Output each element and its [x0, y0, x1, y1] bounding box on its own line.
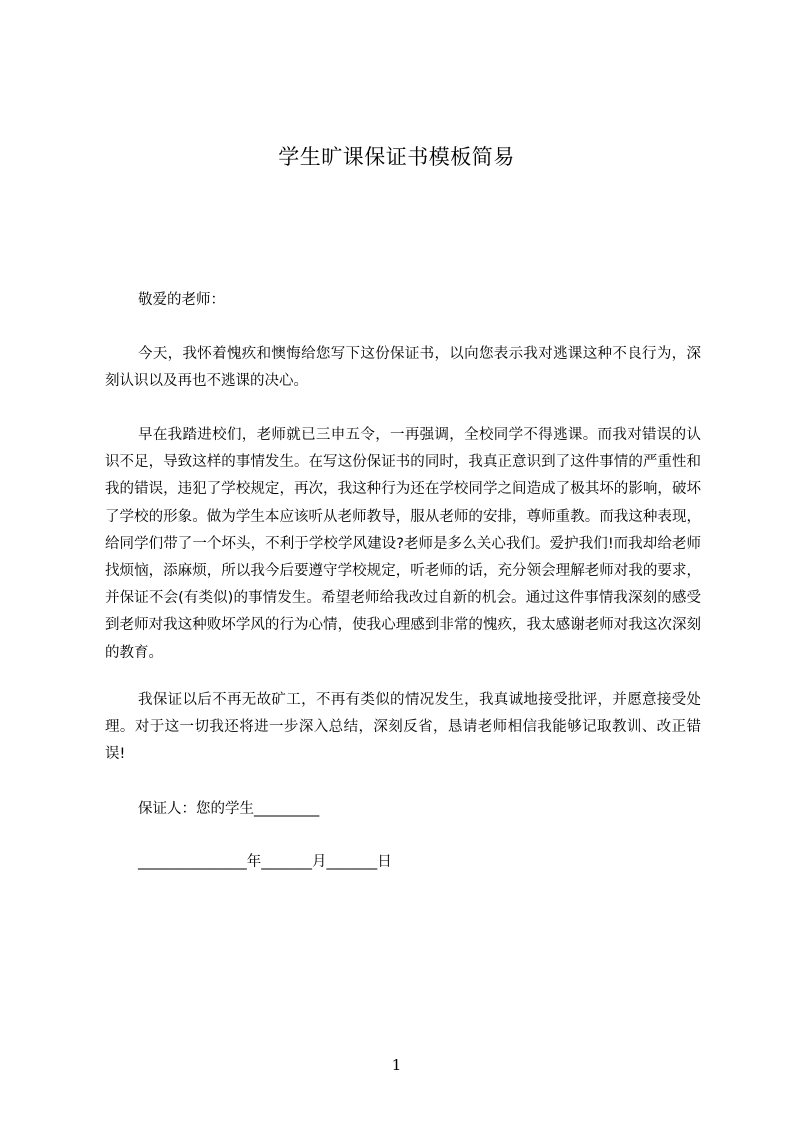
paragraph-1: [105, 341, 701, 395]
paragraph-text: 我保证以后不再无故矿工，不再有类似的情况发生，我真诚地接受批评，并愿意接受处理。对于这一切我还将进一步深入总结，深刻反省，恳请老师相信我能够记取教训、改正错误!: [105, 692, 701, 763]
date-block: [105, 849, 701, 876]
paragraph-3: [105, 687, 701, 769]
paragraph-2: [105, 422, 701, 667]
document-title: 学生旷课保证书模板简易: [278, 145, 515, 169]
date-line: _______________年_______月_______日: [138, 854, 392, 870]
salutation-text: 敬爱的老师：: [138, 292, 225, 308]
signer-line: 保证人：您的学生_________: [138, 801, 320, 817]
paragraph-text: 早在我踏进校们，老师就已三申五令，一再强调，全校同学不得逃课。而我对错误的认识不足，导致这样的事情发生。在写这份保证书的同时，我真正意识到了这件事情的严重性和我的错误，违犯了学校规定，再次，我这种行为还在学校同学之间造成了极其坏的影响，破坏了学校的形象。做为学生本应该听从老师教导，服从老师的安排，尊师重教。而我这种表现，给同学们带了一个坏头，不利于学校学风建设?老师是多么关心我们。爱护我们!而我却给老师找烦恼，添麻烦，所以我今后要遵守学校规定，听老师的话，充分领会理解老师对我的要求，并保证不会(有类似)的事情发生。希望老师给我改过自新的机会。通过这件事情我深刻的感受到老师对我这种败坏学风的行为心情，使我心理感到非常的愧疚，我太感谢老师对我这次深刻的教育。: [105, 427, 701, 661]
salutation: [105, 287, 701, 314]
signer-block: [105, 796, 701, 823]
paragraph-text: 今天，我怀着愧疚和懊悔给您写下这份保证书，以向您表示我对逃课这种不良行为，深刻认识以及再也不逃课的决心。: [105, 346, 701, 390]
page-number: 1: [391, 1056, 402, 1074]
